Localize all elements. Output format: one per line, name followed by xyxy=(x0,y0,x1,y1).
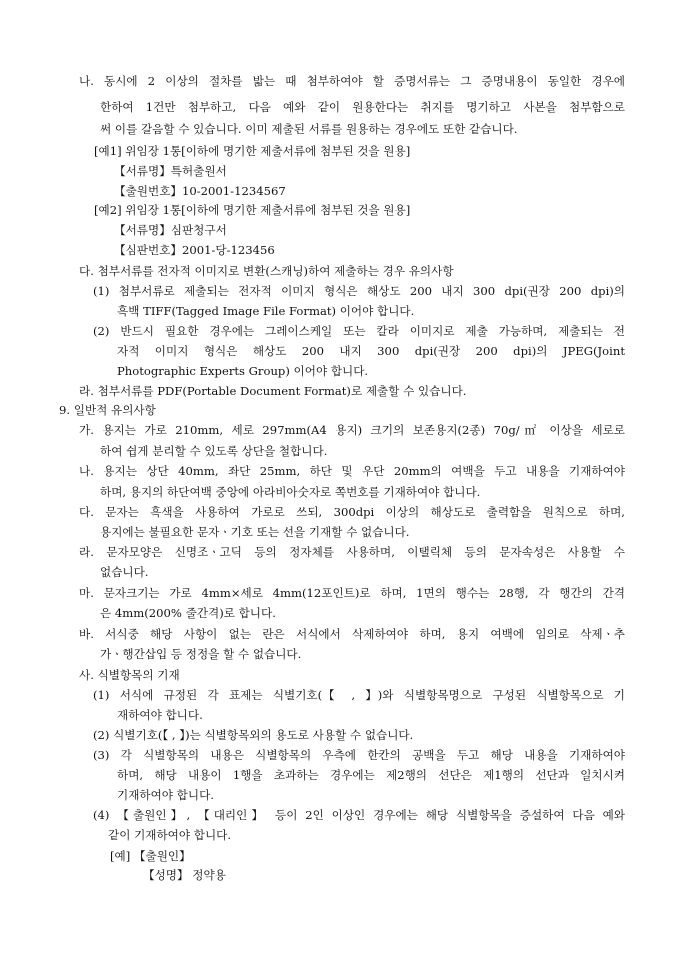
text-line: 다. 첨부서류를 전자적 이미지로 변환(스캐닝)하여 제출하는 경우 유의사항 xyxy=(79,264,454,278)
text-line: 사. 식별항목의 기재 xyxy=(79,668,180,682)
text-line: 흑백 TIFF(Tagged Image File Format) 이어야 합니다. xyxy=(117,304,415,318)
identifier-line: 【서류명】심판청구서 xyxy=(114,223,227,237)
identifier-line: 【성명】 정약용 xyxy=(143,868,226,882)
text-line: (1) 첨부서류로 제출되는 전자적 이미지 형식은 해상도 200 내지 300 dpi(권장 200 dpi)의 xyxy=(93,284,625,298)
text-line: (4) 【출원인】, 【대리인】 등이 2인 이상인 경우에는 해당 식별항목을 증설하여 다음 예와 xyxy=(93,808,625,822)
text-line: 재하여야 합니다. xyxy=(117,708,203,722)
text-line: 용지에는 불필요한 문자ㆍ기호 또는 선을 기재할 수 없습니다. xyxy=(100,525,410,539)
text-line: 자적 이미지 형식은 해상도 200 내지 300 dpi(권장 200 dpi)의 JPEG(Joint xyxy=(117,344,625,358)
text-line: 없습니다. xyxy=(100,565,149,579)
text-line: Photographic Experts Group) 이어야 합니다. xyxy=(117,364,369,378)
text-line: 한하여 1건만 첨부하고, 다음 예와 같이 원용한다는 취지를 명기하고 사본을 첨부함으로 xyxy=(100,100,625,114)
text-line: (2) 식별기호(【 , 】)는 식별항목외의 용도로 사용할 수 없습니다. xyxy=(93,728,414,742)
text-line: 하여 쉽게 분리할 수 있도록 상단을 철합니다. xyxy=(100,444,328,458)
text-line: 나. 용지는 상단 40mm, 좌단 25mm, 하단 및 우단 20mm의 여백을 두고 내용을 기재하여야 xyxy=(79,464,625,478)
text-line: 마. 문자크기는 가로 4mm×세로 4mm(12포인트)로 하며, 1면의 행수는 28행, 각 행간의 간격 xyxy=(79,586,625,600)
text-line: 같이 기재하여야 합니다. xyxy=(108,828,232,842)
text-line: 은 4mm(200% 줄간격)로 합니다. xyxy=(100,606,276,620)
text-line: 라. 문자모양은 신명조ㆍ고딕 등의 정자체를 사용하며, 이탤릭체 등의 문자속성은 사용할 수 xyxy=(79,545,625,559)
text-line: 라. 첨부서류를 PDF(Portable Document Format)로 제출할 수 있습니다. xyxy=(79,384,467,398)
identifier-line: 【서류명】특허출원서 xyxy=(114,164,227,178)
identifier-line: 【출원번호】10-2001-1234567 xyxy=(114,184,286,198)
text-line: 가ㆍ행간삽입 등 정정을 할 수 없습니다. xyxy=(100,647,302,661)
text-line: 기재하여야 합니다. xyxy=(117,788,214,802)
identifier-line: [예] 【출원인】 xyxy=(110,849,191,863)
text-line: 나. 동시에 2 이상의 절차를 밟는 때 첨부하여야 할 증명서류는 그 증명내용이 동일한 경우에 xyxy=(79,74,625,88)
text-line: [예2] 위임장 1통[이하에 명기한 제출서류에 첨부된 것을 원용] xyxy=(94,203,411,217)
text-line: 가. 용지는 가로 210mm, 세로 297mm(A4 용지) 크기의 보존용지(2종) 70g/㎡ 이상을 세로로 xyxy=(79,423,625,437)
text-line: [예1] 위임장 1통[이하에 명기한 제출서류에 첨부된 것을 원용] xyxy=(94,144,411,158)
section-heading: 9. 일반적 유의사항 xyxy=(59,403,156,417)
text-line: 바. 서식중 해당 사항이 없는 란은 서식에서 삭제하여야 하며, 용지 여백에 임의로 삭제ㆍ추 xyxy=(79,627,625,641)
text-line: (3) 각 식별항목의 내용은 식별항목의 우측에 한칸의 공백을 두고 해당 내용을 기재하여야 xyxy=(93,748,625,762)
text-line: (1) 서식에 규정된 각 표제는 식별기호(【 , 】)와 식별항목명으로 구성된 식별항목으로 기 xyxy=(93,688,625,702)
text-line: (2) 반드시 필요한 경우에는 그레이스케일 또는 칼라 이미지로 제출 가능하며, 제출되는 전 xyxy=(93,324,625,338)
text-line: 하며, 용지의 하단여백 중앙에 아라비아숫자로 쪽번호를 기재하여야 합니다. xyxy=(100,485,481,499)
text-line: 써 이를 갈음할 수 있습니다. 이미 제출된 서류를 원용하는 경우에도 또한 같습니다. xyxy=(100,122,518,136)
identifier-line: 【심판번호】2001-당-123456 xyxy=(114,243,275,257)
text-line: 다. 문자는 흑색을 사용하여 가로로 쓰되, 300dpi 이상의 해상도로 출력함을 원칙으로 하며, xyxy=(79,505,625,519)
text-line: 하며, 해당 내용이 1행을 초과하는 경우에는 제2행의 선단은 제1행의 선단과 일치시켜 xyxy=(117,768,625,782)
